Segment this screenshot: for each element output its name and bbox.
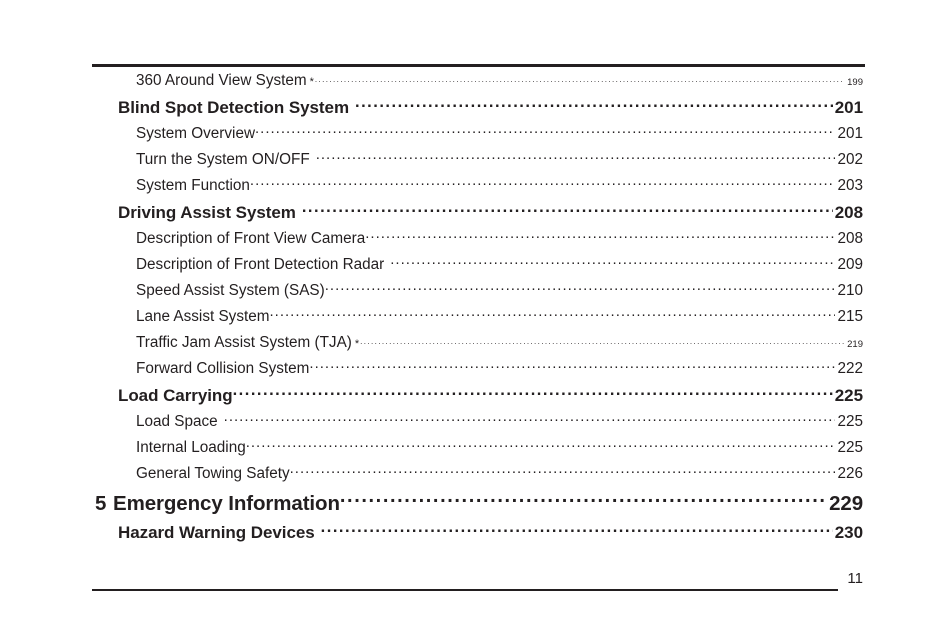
toc-dot-leader [296, 201, 833, 218]
optional-equipment-asterisk: * [309, 76, 314, 89]
toc-entry-item[interactable] [0, 175, 945, 201]
toc-entry-label: Blind Spot Detection System [118, 98, 350, 117]
toc-entry-page-number: 222 [837, 360, 863, 378]
toc-entry-page-number: 199 [847, 77, 863, 89]
toc-entry-label: Load Space [136, 413, 218, 431]
toc-dot-leader [315, 70, 844, 85]
toc-entry-page-number: 209 [837, 256, 863, 274]
toc-entry-page-number: 208 [837, 230, 863, 248]
toc-entry-label: Description of Front View Camera [136, 230, 366, 248]
toc-entry-section[interactable] [0, 201, 945, 228]
toc-entry-page-number: 229 [829, 491, 863, 515]
toc-entry-page-number: 201 [837, 125, 863, 143]
toc-entry-label: Traffic Jam Assist System (TJA) [136, 334, 352, 352]
toc-entry-section[interactable] [0, 384, 945, 411]
toc-dot-leader [233, 384, 833, 401]
toc-entry-page-number: 203 [837, 177, 863, 195]
toc-dot-leader [340, 489, 827, 510]
toc-entry-item[interactable] [0, 254, 945, 280]
toc-dot-leader [218, 411, 836, 426]
toc-entry-page-number: 215 [837, 308, 863, 326]
table-of-contents-list [0, 70, 945, 548]
toc-entry-item[interactable] [0, 358, 945, 384]
toc-entry-label: General Towing Safety [136, 465, 290, 483]
toc-dot-leader [360, 332, 844, 347]
toc-entry-label: Driving Assist System [118, 203, 296, 222]
toc-dot-leader [255, 123, 835, 138]
toc-entry-item[interactable] [0, 463, 945, 489]
toc-entry-item[interactable] [0, 149, 945, 175]
toc-dot-leader [290, 463, 836, 478]
toc-entry-page-number: 201 [834, 98, 863, 117]
toc-dot-leader [365, 228, 835, 243]
toc-entry-label: Speed Assist System (SAS) [136, 282, 325, 300]
toc-dot-leader [315, 521, 833, 538]
toc-entry-item[interactable] [0, 70, 945, 96]
toc-entry-page-number: 225 [837, 413, 863, 431]
toc-entry-page-number: 219 [847, 339, 863, 351]
footer-rule [92, 589, 838, 591]
toc-dot-leader [349, 96, 833, 113]
toc-dot-leader [384, 254, 835, 269]
toc-entry-item[interactable] [0, 123, 945, 149]
toc-entry-page-number: 226 [837, 465, 863, 483]
toc-dot-leader [250, 175, 836, 190]
toc-entry-chapter[interactable] [0, 489, 945, 521]
header-rule [92, 64, 865, 67]
toc-entry-page-number: 230 [834, 523, 863, 542]
toc-entry-section[interactable] [0, 96, 945, 123]
toc-entry-page-number: 208 [834, 203, 863, 222]
toc-entry-label: System Overview [136, 125, 255, 143]
toc-entry-label: Internal Loading [136, 439, 246, 457]
toc-entry-item[interactable] [0, 332, 945, 358]
toc-entry-item[interactable] [0, 411, 945, 437]
toc-entry-item[interactable] [0, 228, 945, 254]
toc-entry-page-number: 202 [837, 151, 863, 169]
toc-entry-label: 360 Around View System [136, 72, 307, 90]
optional-equipment-asterisk: * [354, 338, 360, 351]
toc-entry-label: Turn the System ON/OFF [136, 151, 310, 169]
toc-entry-label: Load Carrying [118, 386, 233, 405]
toc-entry-label: System Function [136, 177, 250, 195]
toc-entry-page-number: 225 [837, 439, 863, 457]
folio-page-number: 11 [847, 570, 863, 587]
toc-dot-leader [325, 280, 836, 295]
toc-dot-leader [310, 149, 836, 164]
toc-entry-item[interactable] [0, 280, 945, 306]
toc-entry-page-number: 210 [837, 282, 863, 300]
toc-entry-label: Forward Collision System [136, 360, 310, 378]
toc-entry-page-number: 225 [834, 386, 863, 405]
toc-entry-item[interactable] [0, 306, 945, 332]
toc-entry-section[interactable] [0, 521, 945, 548]
toc-chapter-number: 5 [95, 491, 107, 515]
toc-entry-item[interactable] [0, 437, 945, 463]
toc-dot-leader [309, 358, 835, 373]
toc-entry-label: Description of Front Detection Radar [136, 256, 385, 274]
toc-entry-label: Emergency Information [113, 491, 340, 515]
toc-entry-label: Hazard Warning Devices [118, 523, 315, 542]
toc-dot-leader [269, 306, 835, 321]
toc-dot-leader [246, 437, 836, 452]
toc-entry-label: Lane Assist System [136, 308, 270, 326]
